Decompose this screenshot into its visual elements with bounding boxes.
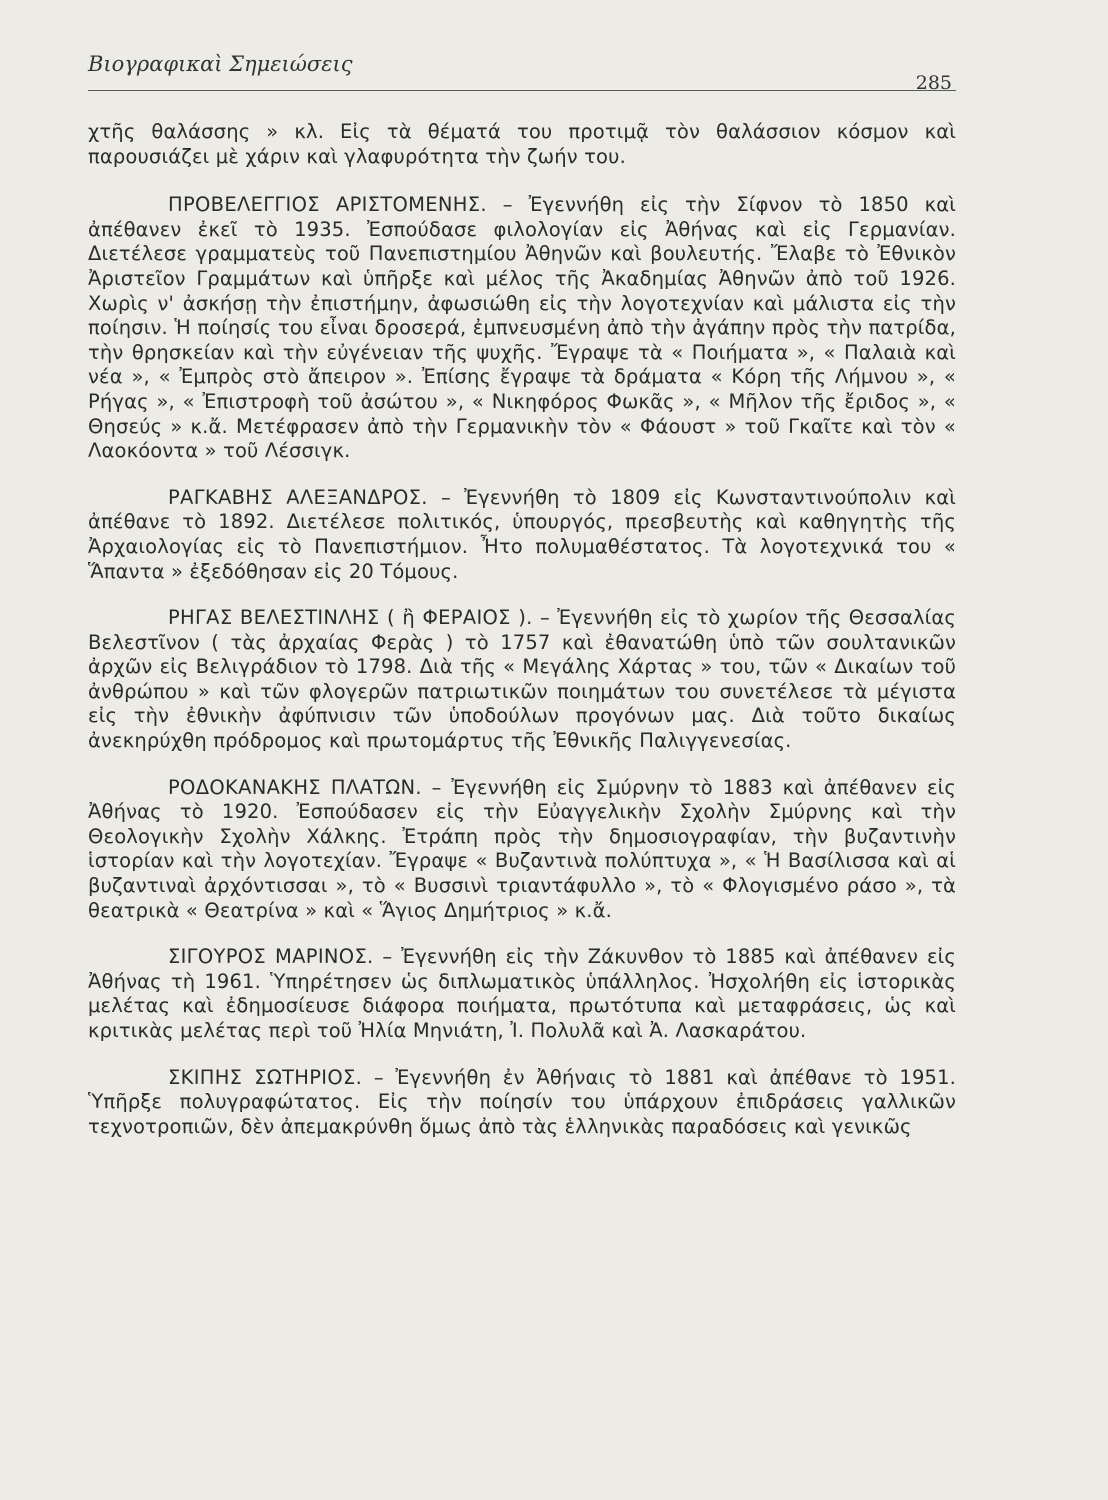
running-head: Βιογραφικαὶ Σημειώσεις [88, 52, 353, 76]
entry-skipis [88, 1066, 956, 1140]
entry-name: ΡΑΓΚΑΒΗΣ ΑΛΕΞΑΝΔΡΟΣ. [168, 485, 428, 509]
entry-rodokanakis [88, 776, 956, 924]
entry-text: – Ἐγεννήθη ἐν Ἀθήναις τὸ 1881 καὶ ἀπέθανε τὸ 1951. Ὑπῆρξε πολυγραφώτατος. Εἰς τὴν ποίησίν του ὑπάρχουν ἐπιδράσεις γαλλικῶν τεχνοτροπιῶν, δὲν ἀπεμακρύνθη ὅμως ἀπὸ τὰς ἑλληνικὰς παραδόσεις καὶ γενικῶς [88, 1065, 957, 1138]
entry-provelengios [88, 193, 956, 464]
entry-sigouros [88, 945, 956, 1043]
entry-text: – Ἐγεννήθη τὸ 1809 εἰς Κωνσταντινούπολιν καὶ ἀπέθανε τὸ 1892. Διετέλεσε πολιτικός, ὑπουργός, πρεσβευτὴς καὶ καθηγητὴς τῆς Ἀρχαιολογίας εἰς τὸ Πανεπιστήμιον. Ἦτο πολυμαθέστατος. Τὰ λογοτεχνικά του « Ἅπαντα » ἐξεδόθησαν εἰς 20 Τόμους. [88, 485, 956, 583]
header-rule [88, 90, 956, 91]
page-header [88, 44, 956, 100]
entry-name: ΣΚΙΠΗΣ ΣΩΤΗΡΙΟΣ. [168, 1065, 363, 1089]
body-text [88, 120, 956, 1161]
entry-text: – Ἐγεννήθη εἰς τὴν Σίφνον τὸ 1850 καὶ ἀπέθανεν ἐκεῖ τὸ 1935. Ἐσπούδασε φιλολογίαν εἰς Ἀθήνας καὶ εἰς Γερμανίαν. Διετέλεσε γραμματεὺς τοῦ Πανεπιστημίου Ἀθηνῶν καὶ βουλευτής. Ἔλαβε τὸ Ἐθνικὸν Ἀριστεῖον Γραμμάτων καὶ ὑπῆρξε καὶ μέλος τῆς Ἀκαδημίας Ἀθηνῶν ἀπὸ τοῦ 1926. Χωρὶς ν' ἀσκήσῃ τὴν ἐπιστήμην, ἀφωσιώθη εἰς τὴν λογοτεχνίαν καὶ μάλιστα εἰς τὴν ποίησιν. Ἡ ποίησίς του εἶναι δροσερά, ἐμπνευσμένη ἀπὸ τὴν ἀγάπην πρὸς τὴν πατρίδα, τὴν θρησκείαν καὶ τὴν εὐγένειαν τῆς ψυχῆς. Ἔγραψε τὰ « Ποιήματα », « Παλαιὰ καὶ νέα », « Ἐμπρὸς στὸ ἄπειρον ». Ἐπίσης ἔγραψε τὰ δράματα « Κόρη τῆς Λήμνου », « Ρήγας », « Ἐπιστροφὴ τοῦ ἀσώτου », « Νικηφόρος Φωκᾶς », « Μῆλον τῆς ἔριδος », « Θησεύς » κ.ἄ. Μετέφρασεν ἀπὸ τὴν Γερμανικὴν τὸν « Φάουστ » τοῦ Γκαῖτε καὶ τὸν « Λαοκόοντα » τοῦ Λέσσιγκ. [88, 193, 956, 463]
entry-rangavis [88, 486, 956, 584]
entry-rigas [88, 606, 956, 754]
entry-name: ΠΡΟΒΕΛΕΓΓΙΟΣ ΑΡΙΣΤΟΜΕΝΗΣ. [168, 193, 487, 217]
entry-name: ΡΗΓΑΣ ΒΕΛΕΣΤΙΝΛΗΣ ( ἢ ΦΕΡΑΙΟΣ ). [168, 606, 533, 630]
entry-name: ΣΙΓΟΥΡΟΣ ΜΑΡΙΝΟΣ. [168, 945, 374, 969]
continuation-paragraph: χτῆς θαλάσσης » κλ. Εἰς τὰ θέματά του προτιμᾷ τὸν θαλάσσιον κόσμον καὶ παρουσιάζει μὲ χάριν καὶ γλαφυρότητα τὴν ζωήν του. [88, 120, 956, 168]
page-number: 285 [915, 72, 952, 94]
entry-text: – Ἐγεννήθη εἰς τὸ χωρίον τῆς Θεσσαλίας Βελεστῖνον ( τὰς ἀρχαίας Φερὰς ) τὸ 1757 καὶ ἐθανατώθη ὑπὸ τῶν σουλτανικῶν ἀρχῶν εἰς Βελιγράδιον τὸ 1798. Διὰ τῆς « Μεγάλης Χάρτας » του, τῶν « Δικαίων τοῦ ἀνθρώπου » καὶ τῶν φλογερῶν πατριωτικῶν ποιημάτων του συνετέλεσε τὰ μέγιστα εἰς τὴν ἐθνικὴν ἀφύπνισιν τῶν ὑποδούλων προγόνων μας. Διὰ τοῦτο δικαίως ἀνεκηρύχθη πρόδρομος καὶ πρωτομάρτυς τῆς Ἐθνικῆς Παλιγγενεσίας. [88, 606, 956, 753]
entry-text: – Ἐγεννήθη εἰς τὴν Ζάκυνθον τὸ 1885 καὶ ἀπέθανεν εἰς Ἀθήνας τὴ 1961. Ὑπηρέτησεν ὡς διπλωματικὸς ὑπάλληλος. Ἠσχολήθη εἰς ἱστορικὰς μελέτας καὶ ἐδημοσίευσε διάφορα ποιήματα, πρωτότυπα καὶ μεταφράσεις, ὡς καὶ κριτικὰς μελέτας περὶ τοῦ Ἠλία Μηνιάτη, Ἰ. Πολυλᾶ καὶ Ἀ. Λασκαράτου. [88, 945, 956, 1042]
entry-name: ΡΟΔΟΚΑΝΑΚΗΣ ΠΛΑΤΩΝ. [168, 775, 422, 799]
entry-text: – Ἐγεννήθη εἰς Σμύρνην τὸ 1883 καὶ ἀπέθανεν εἰς Ἀθήνας τὸ 1920. Ἐσπούδασεν εἰς τὴν Εὐαγγελικὴν Σχολὴν Σμύρνης καὶ τὴν Θεολογικὴν Σχολὴν Χάλκης. Ἐτράπη πρὸς τὴν δημοσιογραφίαν, τὴν βυζαντινὴν ἱστορίαν καὶ τὴν λογοτεχίαν. Ἔγραψε « Βυζαντινὰ πολύπτυχα », « Ἡ Βασίλισσα καὶ αἱ βυζαντιναὶ ἀρχόντισσαι », τὸ « Βυσσινὶ τριαντάφυλλο », τὸ « Φλογισμένο ράσο », τὰ θεατρικὰ « Θεατρίνα » καὶ « Ἅγιος Δημήτριος » κ.ἄ. [88, 775, 956, 922]
